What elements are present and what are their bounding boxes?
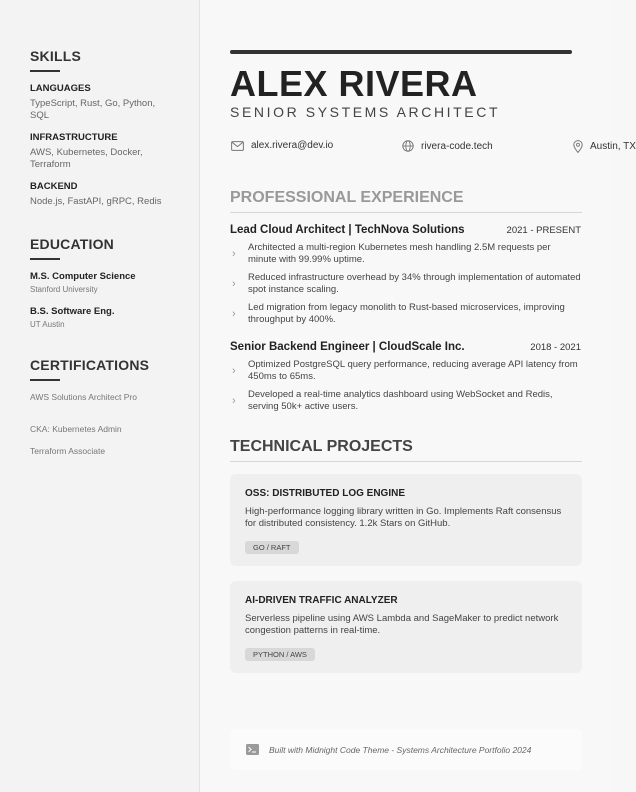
- mail-icon: [231, 141, 244, 151]
- skill-group-title: INFRASTRUCTURE: [30, 132, 118, 143]
- project-title: AI-DRIVEN TRAFFIC ANALYZER: [245, 595, 398, 606]
- contact-email-text: alex.rivera@dev.io: [251, 140, 334, 151]
- location-pin-icon: [573, 140, 583, 153]
- project-card: [230, 474, 582, 566]
- contact-website-text: rivera-code.tech: [421, 140, 493, 152]
- main-content: [201, 0, 636, 792]
- job-bullet: [230, 242, 581, 266]
- project-tag: GO / RAFT: [245, 541, 299, 554]
- job-bullet: [230, 302, 581, 326]
- certification-item: CKA: Kubernetes Admin: [30, 424, 122, 434]
- project-description: High-performance logging library written in Go. Implements Raft consensus for distributed consistency. 1.2k Stars on GitHub.: [245, 506, 562, 529]
- education-item: [30, 306, 199, 329]
- education-heading: EDUCATION: [30, 236, 199, 260]
- skill-group-title: LANGUAGES: [30, 83, 91, 94]
- certification-item: AWS Solutions Architect Pro: [30, 392, 137, 402]
- education-degree: B.S. Software Eng.: [30, 306, 115, 317]
- job-bullet: [230, 272, 581, 296]
- footer: [230, 729, 582, 770]
- job-entry: [230, 341, 581, 419]
- chevron-right-icon: ›: [232, 248, 236, 260]
- chevron-right-icon: ›: [232, 278, 236, 290]
- job-dates: 2018 - 2021: [530, 342, 581, 353]
- sidebar: [0, 0, 200, 792]
- skill-group-languages: [30, 83, 175, 122]
- certification-item: Terraform Associate: [30, 446, 106, 456]
- education-item: [30, 271, 199, 294]
- footer-text: Built with Midnight Code Theme - Systems Architecture Portfolio 2024: [269, 744, 532, 755]
- chevron-right-icon: ›: [232, 365, 236, 377]
- contact-location: [573, 140, 636, 153]
- job-bullet: [230, 389, 581, 413]
- contact-website[interactable]: [402, 140, 493, 152]
- chevron-right-icon: ›: [232, 308, 236, 320]
- candidate-name: ALEX RIVERA: [230, 63, 478, 104]
- chevron-right-icon: ›: [232, 395, 236, 407]
- job-bullet-text: Architected a multi-region Kubernetes mesh handling 2.5M requests per minute with 99.99% uptime.: [248, 242, 551, 265]
- project-title: OSS: DISTRIBUTED LOG ENGINE: [245, 488, 406, 499]
- education-degree: M.S. Computer Science: [30, 271, 136, 282]
- project-tag: PYTHON / AWS: [245, 648, 315, 661]
- skill-group-text: Node.js, FastAPI, gRPC, Redis: [30, 196, 162, 207]
- certifications-heading: CERTIFICATIONS: [30, 357, 199, 381]
- job-bullet-text: Led migration from legacy monolith to Rust-based microservices, improving throughput by 400%.: [248, 302, 565, 325]
- job-title: Senior Backend Engineer | CloudScale Inc.: [230, 341, 465, 353]
- job-bullet: [230, 359, 581, 383]
- skills-heading: SKILLS: [30, 48, 199, 72]
- globe-icon: [402, 140, 414, 152]
- experience-heading: PROFESSIONAL EXPERIENCE: [230, 189, 582, 213]
- job-bullet-text: Reduced infrastructure overhead by 34% through implementation of automated spot instance scaling.: [248, 272, 581, 295]
- skill-group-text: TypeScript, Rust, Go, Python, SQL: [30, 98, 156, 121]
- skill-group-title: BACKEND: [30, 181, 78, 192]
- job-entry: [230, 224, 581, 332]
- job-bullet-text: Developed a real-time analytics dashboard using WebSocket and Redis, serving 50k+ active users.: [248, 389, 553, 412]
- terminal-icon: [246, 744, 259, 755]
- contact-email[interactable]: [231, 140, 333, 151]
- education-school: Stanford University: [30, 285, 98, 294]
- job-title: Lead Cloud Architect | TechNova Solutions: [230, 224, 465, 236]
- candidate-title: SENIOR SYSTEMS ARCHITECT: [230, 104, 501, 120]
- skill-group-infrastructure: [30, 132, 175, 171]
- projects-heading: TECHNICAL PROJECTS: [230, 438, 582, 462]
- header-accent-bar: [230, 50, 572, 54]
- project-card: [230, 581, 582, 673]
- skill-group-backend: [30, 181, 175, 208]
- skill-group-text: AWS, Kubernetes, Docker, Terraform: [30, 147, 143, 170]
- project-description: Serverless pipeline using AWS Lambda and SageMaker to predict network congestion patterns in real-time.: [245, 613, 559, 636]
- education-school: UT Austin: [30, 320, 65, 329]
- job-dates: 2021 - PRESENT: [506, 225, 581, 236]
- contact-location-text: Austin, TX: [590, 141, 636, 152]
- job-bullet-text: Optimized PostgreSQL query performance, reducing average API latency from 450ms to 65ms.: [248, 359, 578, 382]
